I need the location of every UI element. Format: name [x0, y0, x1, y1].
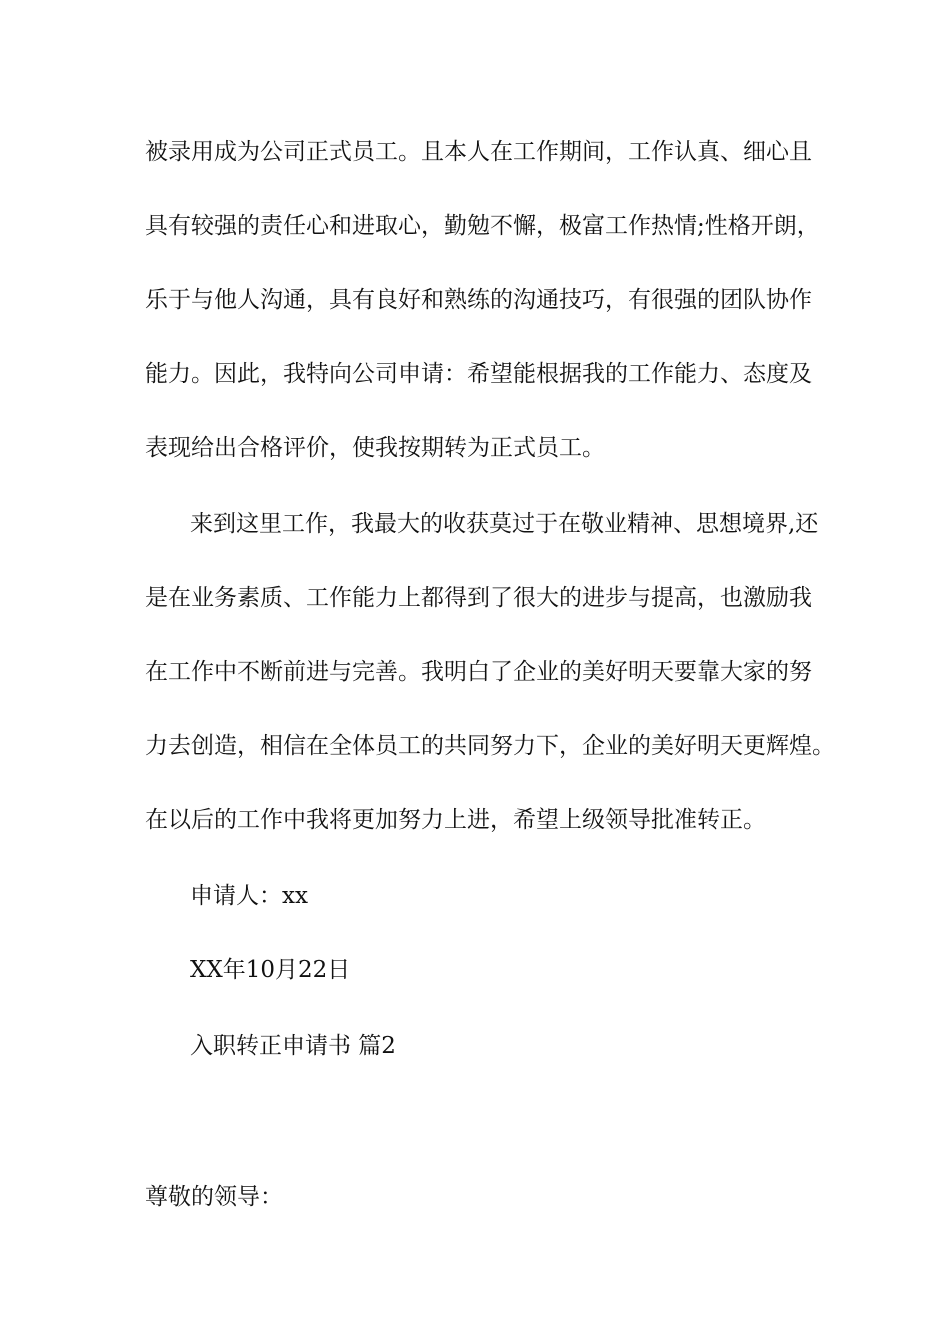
applicant-signature: 申请人：xx	[190, 883, 308, 909]
application-date: XX年10月22日	[190, 957, 351, 983]
paragraph-2-line-5: 在以后的工作中我将更加努力上进，希望上级领导批准转正。	[145, 807, 766, 833]
salutation: 尊敬的领导：	[145, 1184, 283, 1210]
paragraph-2-line-1: 来到这里工作，我最大的收获莫过于在敬业精神、思想境界,还	[190, 511, 819, 537]
paragraph-2-line-3: 在工作中不断前进与完善。我明白了企业的美好明天要靠大家的努	[145, 659, 812, 685]
paragraph-1-line-3: 乐于与他人沟通，具有良好和熟练的沟通技巧，有很强的团队协作	[145, 287, 812, 313]
paragraph-1-line-1: 被录用成为公司正式员工。且本人在工作期间，工作认真、细心且	[145, 139, 812, 165]
section-title: 入职转正申请书 篇2	[190, 1033, 396, 1059]
paragraph-1-line-2: 具有较强的责任心和进取心，勤勉不懈，极富工作热情;性格开朗，	[145, 213, 820, 239]
paragraph-1-line-5: 表现给出合格评价，使我按期转为正式员工。	[145, 435, 605, 461]
paragraph-2-line-4: 力去创造，相信在全体员工的共同努力下，企业的美好明天更辉煌。	[145, 733, 835, 759]
paragraph-1-line-4: 能力。因此，我特向公司申请：希望能根据我的工作能力、态度及	[145, 361, 812, 387]
paragraph-2-line-2: 是在业务素质、工作能力上都得到了很大的进步与提高，也激励我	[145, 585, 812, 611]
